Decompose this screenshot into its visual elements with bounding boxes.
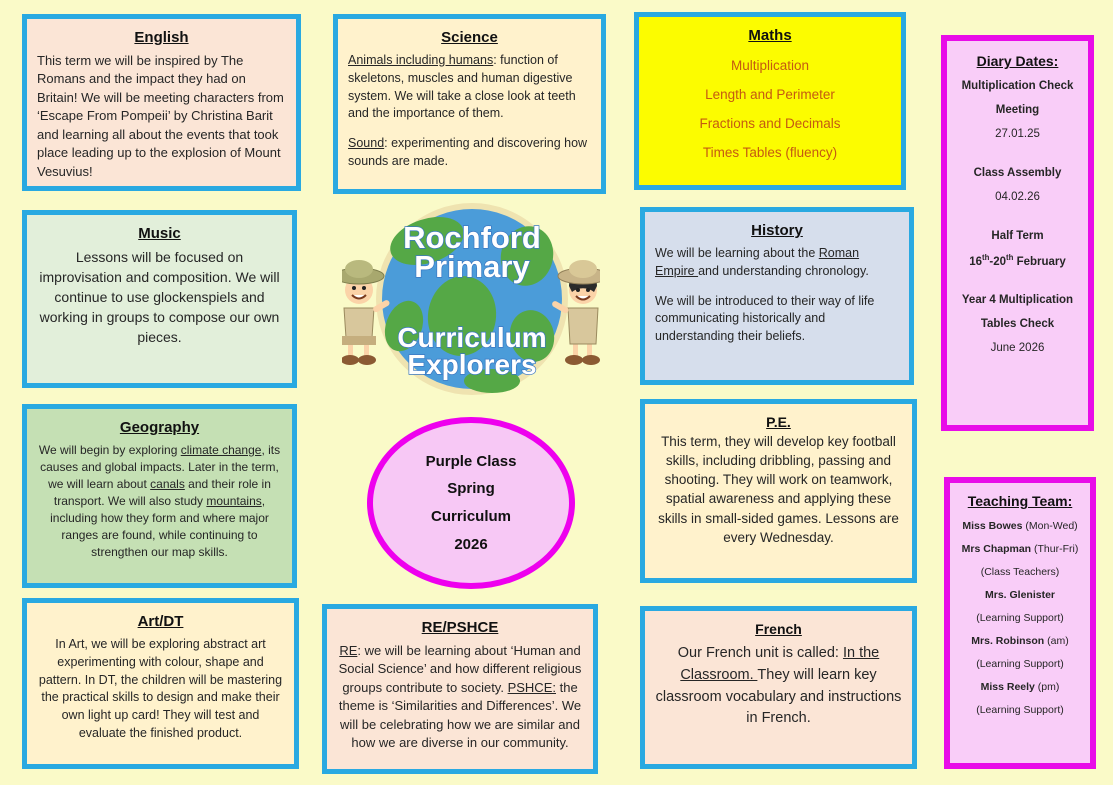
history-box	[640, 207, 914, 385]
diary-line: Year 4 Multiplication	[961, 294, 1074, 307]
diary-group	[951, 229, 1084, 270]
maths-item: Times Tables (fluency)	[702, 145, 838, 160]
diary-line: Meeting	[995, 103, 1040, 116]
diary-group	[951, 293, 1084, 356]
french-text: Our French unit is called: In the Classroom. They will learn key classroom vocabulary and instructions in French.	[655, 645, 902, 727]
teaching-team-row: (Class Teachers)	[980, 566, 1060, 578]
re-pshce-text: RE: we will be learning about ‘Human and Social Science’ and how different religious groups contribute to society. PSHCE: the theme is ‘Similarities and Differences’. We will be celebrating how we are similar and how we are diverse in our community.	[338, 643, 582, 751]
year-label: 2026	[454, 535, 488, 553]
english-text: This term we will be inspired by The Romans and the impact they had on Britain! We will be meeting characters from ‘Escape From Pompeii’ by Christina Barit and learning all about the events that took place leading up to the explosion of Mount Vesuvius!	[37, 53, 284, 179]
teaching-team-row: (Learning Support)	[976, 658, 1064, 670]
music-title: Music	[138, 225, 181, 242]
diary-group	[951, 79, 1084, 142]
logo-text-explorers: Explorers	[407, 349, 537, 380]
globe-logo-graphic	[342, 196, 600, 402]
art-dt-box	[22, 598, 299, 769]
history-text-1: We will be learning about the Roman Empire and understanding chronology.	[655, 246, 869, 278]
music-box	[22, 210, 297, 388]
pe-title: P.E.	[766, 414, 791, 430]
french-box	[640, 606, 917, 769]
english-box	[22, 14, 301, 191]
maths-item: Length and Perimeter	[705, 87, 835, 102]
science-text-sound: Sound: experimenting and discovering how sounds are made.	[348, 136, 588, 168]
geography-text: We will begin by exploring climate change, its causes and global impacts. Later in the term, we will learn about canals and their role in transport. We will also study mountains, including how they form and where major ranges are found, while continuing to strengthen our map skills.	[38, 443, 281, 560]
teaching-team-row: Miss Bowes (Mon-Wed)	[962, 520, 1078, 532]
class-name: Purple Class	[425, 452, 517, 470]
term-name: Spring	[447, 480, 495, 498]
teaching-team-box	[944, 477, 1096, 769]
teaching-team-title: Teaching Team:	[967, 493, 1073, 509]
logo-text-rochford: Rochford	[403, 220, 541, 255]
diary-line: Multiplication Check	[961, 80, 1074, 92]
diary-line: June 2026	[990, 342, 1045, 355]
class-title-circle	[367, 417, 575, 589]
teaching-team-row: Mrs. Glenister	[984, 589, 1056, 601]
teaching-team-row: Mrs. Robinson (am)	[971, 635, 1069, 647]
curriculum-label: Curriculum	[430, 508, 511, 525]
history-title: History	[751, 222, 803, 239]
diary-group	[951, 166, 1084, 205]
diary-dates-box	[941, 35, 1094, 431]
pe-box	[640, 399, 917, 583]
diary-line: 16th-20th February	[969, 252, 1066, 268]
science-title: Science	[441, 29, 498, 46]
teaching-team-row: (Learning Support)	[976, 704, 1064, 716]
geography-title: Geography	[119, 419, 200, 436]
maths-item: Fractions and Decimals	[699, 116, 841, 131]
maths-box	[634, 12, 906, 190]
teaching-team-row: (Learning Support)	[976, 612, 1064, 624]
diary-line: 04.02.26	[995, 190, 1040, 203]
diary-line: 27.01.25	[995, 127, 1040, 140]
maths-title: Maths	[748, 27, 792, 44]
teaching-team-row: Mrs Chapman (Thur-Fri)	[961, 543, 1079, 555]
pe-text: This term, they will develop key football skills, including dribbling, passing and shooting. They will work on teamwork, spatial awareness and applying these skills in small-sided games. Lessons are every Wednesday.	[658, 434, 899, 545]
diary-line: Class Assembly	[973, 166, 1062, 179]
music-text: Lessons will be focused on improvisation and composition. We will continue to use glockenspiels and working in groups to compose our own pieces.	[39, 249, 280, 345]
french-title: French	[755, 621, 802, 637]
logo-text-curriculum: Curriculum	[397, 322, 547, 353]
re-pshce-title: RE/PSHCE	[421, 619, 499, 636]
english-title: English	[134, 29, 189, 46]
science-box	[333, 14, 606, 194]
diary-line: Half Term	[991, 229, 1044, 242]
history-text-2: We will be introduced to their way of life communicating historically and understanding their beliefs.	[655, 293, 875, 343]
school-logo	[342, 196, 600, 402]
diary-line: Tables Check	[980, 318, 1055, 331]
logo-text-primary: Primary	[414, 249, 530, 284]
diary-dates-title: Diary Dates:	[976, 53, 1059, 69]
geography-box	[22, 404, 297, 588]
science-text-animals: Animals including humans: function of skeletons, muscles and human digestive system. We will take a close look at teeth and the importance of them.	[348, 53, 576, 121]
teaching-team-row: Miss Reely (pm)	[980, 681, 1060, 693]
maths-item: Multiplication	[730, 58, 810, 73]
art-dt-text: In Art, we will be exploring abstract art experimenting with colour, shape and pattern. In DT, the children will be mastering the practical skills to design and make their own light up card! They will test and evaluate the finished product.	[38, 637, 283, 740]
re-pshce-box	[322, 604, 598, 774]
art-dt-title: Art/DT	[137, 613, 184, 630]
